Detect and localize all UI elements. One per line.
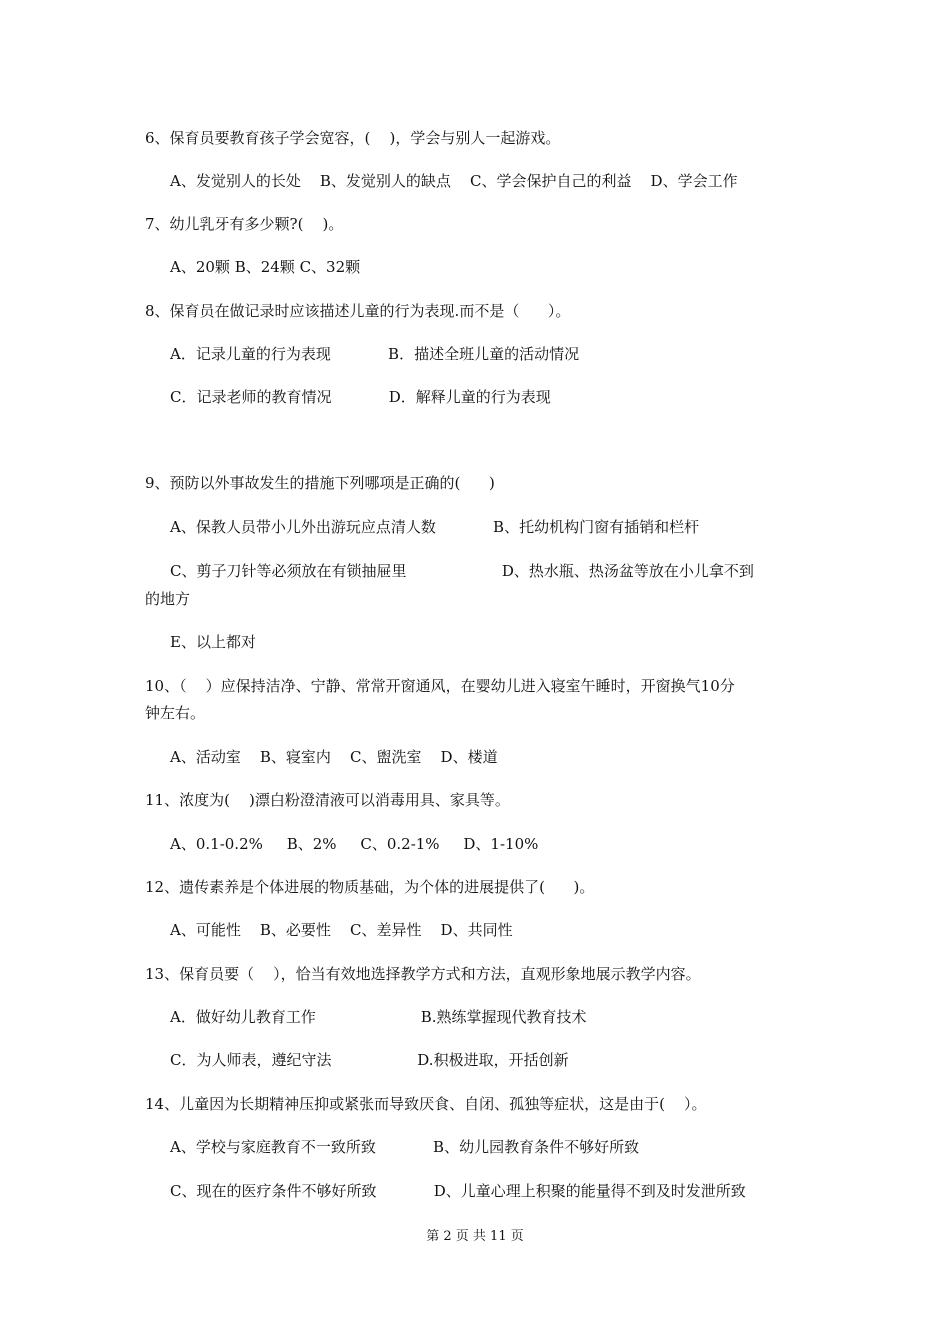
question-14-option-row-2: C、现在的医疗条件不够好所致 D、儿童心理上积聚的能量得不到及时发泄所致 (170, 1182, 746, 1200)
question-9-option-row-3: E、以上都对 (170, 633, 256, 651)
question-13-option-row-2: C．为人师表，遵纪守法 D.积极进取，开括创新 (170, 1051, 569, 1069)
question-9-stem: 9、预防以外事故发生的措施下列哪项是正确的( ) (145, 474, 495, 492)
question-13-stem: 13、保育员要（ ），恰当有效地选择教学方式和方法，直观形象地展示教学内容。 (145, 965, 701, 983)
question-8-stem: 8、保育员在做记录时应该描述儿童的行为表现.而不是（ ）。 (145, 302, 571, 320)
question-8-option-row-1: A．记录儿童的行为表现 B．描述全班儿童的活动情况 (170, 345, 580, 363)
question-9-option-row-2-cont: 的地方 (145, 590, 191, 608)
question-12-options: A、可能性 B、必要性 C、差异性 D、共同性 (170, 921, 513, 939)
question-12-stem: 12、遗传素养是个体进展的物质基础，为个体的进展提供了( )。 (145, 878, 595, 896)
question-10-stem-cont: 钟左右。 (145, 704, 206, 722)
question-13-option-row-1: A．做好幼儿教育工作 B.熟练掌握现代教育技术 (170, 1008, 587, 1026)
question-6-options: A、发觉别人的长处 B、发觉别人的缺点 C、学会保护自己的利益 D、学会工作 (170, 172, 738, 190)
question-7-stem: 7、幼儿乳牙有多少颗?( )。 (145, 215, 344, 233)
question-7-options: A、20颗 B、24颗 C、32颗 (170, 258, 361, 276)
question-6-stem: 6、保育员要教育孩子学会宽容，( )，学会与别人一起游戏。 (145, 129, 561, 147)
question-10-stem: 10、（ ）应保持洁净、宁静、常常开窗通风，在婴幼儿进入寝室午睡时，开窗换气10分 (145, 677, 735, 695)
question-10-options: A、活动室 B、寝室内 C、盥洗室 D、楼道 (170, 748, 498, 766)
page-number-footer: 第 2 页 共 11 页 (426, 1229, 524, 1244)
question-11-options: A、0.1-0.2% B、2% C、0.2-1% D、1-10% (170, 835, 539, 853)
question-14-option-row-1: A、学校与家庭教育不一致所致 B、幼儿园教育条件不够好所致 (170, 1138, 640, 1156)
question-11-stem: 11、浓度为( )漂白粉澄清液可以消毒用具、家具等。 (145, 791, 510, 809)
question-9-option-row-1: A、保教人员带小儿外出游玩应点清人数 B、托幼机构门窗有插销和栏杆 (170, 518, 700, 536)
question-14-stem: 14、儿童因为长期精神压抑或紧张而导致厌食、自闭、孤独等症状，这是由于( ）。 (145, 1095, 707, 1113)
question-8-option-row-2: C．记录老师的教育情况 D．解释儿童的行为表现 (170, 388, 551, 406)
question-9-option-row-2: C、剪子刀针等必须放在有锁抽屉里 D、热水瓶、热汤盆等放在小儿拿不到 (170, 562, 754, 580)
